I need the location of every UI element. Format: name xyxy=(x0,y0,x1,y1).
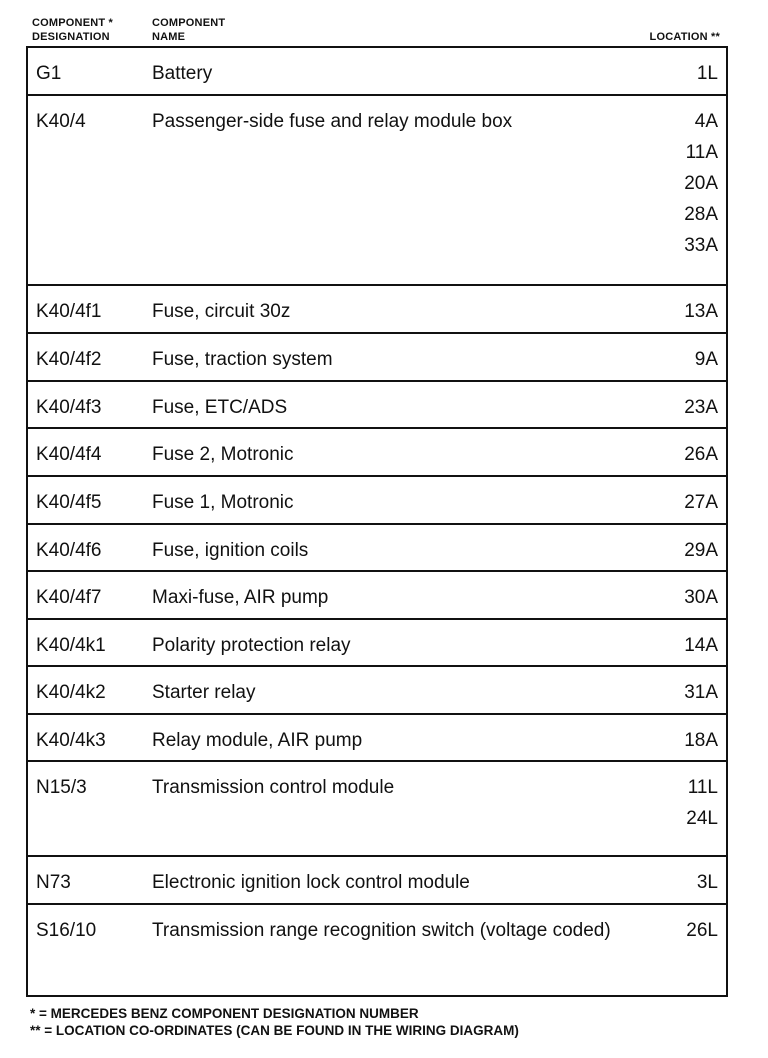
component-designation: K40/4f1 xyxy=(36,301,102,322)
component-designation: K40/4f6 xyxy=(36,540,102,561)
location-code: 11L xyxy=(687,777,718,798)
component-name: Fuse, circuit 30z xyxy=(152,301,291,322)
location-code: 26L xyxy=(686,920,718,941)
location-code: 4A xyxy=(694,111,718,132)
component-name: Fuse, ETC/ADS xyxy=(152,397,288,418)
component-name: Battery xyxy=(152,63,213,84)
component-designation: K40/4f5 xyxy=(36,492,102,513)
location-code: 24L xyxy=(686,808,718,829)
location-code: 27A xyxy=(684,492,718,513)
component-designation: K40/4f3 xyxy=(36,397,102,418)
component-name: Starter relay xyxy=(152,682,256,703)
location-code: 3L xyxy=(696,872,718,893)
component-location xyxy=(686,915,718,946)
component-location xyxy=(686,772,718,834)
component-designation: S16/10 xyxy=(36,920,97,941)
location-code: 31A xyxy=(684,682,718,703)
component-name: Polarity protection relay xyxy=(152,635,351,656)
table-row xyxy=(28,286,726,334)
component-designation: N15/3 xyxy=(36,777,87,798)
location-code: 1L xyxy=(696,63,718,84)
table-row xyxy=(28,620,726,667)
location-code: 30A xyxy=(684,587,718,608)
component-designation: G1 xyxy=(36,63,62,84)
location-code: 23A xyxy=(684,397,718,418)
location-code: 20A xyxy=(684,173,718,194)
table-row xyxy=(28,857,726,905)
column-header-name xyxy=(152,16,225,44)
table-row xyxy=(28,905,726,997)
location-code: 26A xyxy=(684,444,718,465)
component-designation: K40/4f4 xyxy=(36,444,102,465)
component-name: Fuse 2, Motronic xyxy=(152,444,294,465)
component-location xyxy=(697,867,718,898)
component-designation: K40/4f2 xyxy=(36,349,102,370)
location-code: 33A xyxy=(684,235,718,256)
component-location xyxy=(684,725,718,756)
component-name: Fuse, traction system xyxy=(152,349,333,370)
location-code: 9A xyxy=(694,349,718,370)
component-location xyxy=(684,535,718,566)
component-designation: N73 xyxy=(36,872,71,893)
table-row xyxy=(28,477,726,525)
component-location xyxy=(684,392,718,423)
component-name: Maxi-fuse, AIR pump xyxy=(152,587,329,608)
table-row xyxy=(28,525,726,572)
component-table xyxy=(26,46,728,997)
component-location xyxy=(697,58,718,89)
component-location xyxy=(684,439,718,470)
column-header-location: LOCATION ** xyxy=(649,31,720,43)
component-designation: K40/4f7 xyxy=(36,587,102,608)
table-row xyxy=(28,96,726,286)
table-row xyxy=(28,572,726,620)
component-location xyxy=(684,106,718,261)
location-code: 28A xyxy=(684,204,718,225)
table-row xyxy=(28,334,726,382)
component-location xyxy=(695,344,718,375)
name-header-line1: COMPONENT xyxy=(152,17,226,29)
table-row xyxy=(28,667,726,715)
location-code: 18A xyxy=(684,730,718,751)
component-location xyxy=(684,582,718,613)
component-designation: K40/4k2 xyxy=(36,682,106,703)
table-row xyxy=(28,715,726,762)
component-designation: K40/4 xyxy=(36,111,86,132)
table-row xyxy=(28,429,726,477)
component-name: Fuse 1, Motronic xyxy=(152,492,294,513)
component-name: Transmission control module xyxy=(152,777,395,798)
component-designation: K40/4k1 xyxy=(36,635,106,656)
designation-header-line2: DESIGNATION xyxy=(32,31,110,43)
location-code: 14A xyxy=(684,635,718,656)
component-name: Transmission range recognition switch (voltage coded) xyxy=(152,920,611,941)
name-header-line2: NAME xyxy=(152,31,186,43)
footnote-location: ** = LOCATION CO-ORDINATES (CAN BE FOUND IN THE WIRING DIAGRAM) xyxy=(30,1023,519,1038)
component-name: Relay module, AIR pump xyxy=(152,730,363,751)
component-name: Fuse, ignition coils xyxy=(152,540,309,561)
component-location xyxy=(684,630,718,661)
designation-header-line1: COMPONENT * xyxy=(32,17,114,29)
location-code: 29A xyxy=(684,540,718,561)
component-name: Electronic ignition lock control module xyxy=(152,872,470,893)
component-name: Passenger-side fuse and relay module box xyxy=(152,111,513,132)
column-header-designation xyxy=(32,16,113,44)
footnote-designation: * = MERCEDES BENZ COMPONENT DESIGNATION NUMBER xyxy=(30,1006,419,1021)
component-location xyxy=(684,487,718,518)
component-location xyxy=(684,677,718,708)
table-row xyxy=(28,382,726,429)
location-code: 13A xyxy=(684,301,718,322)
location-code: 11A xyxy=(685,142,718,163)
table-row xyxy=(28,762,726,857)
component-designation: K40/4k3 xyxy=(36,730,106,751)
component-location xyxy=(684,296,718,327)
table-row xyxy=(28,48,726,96)
